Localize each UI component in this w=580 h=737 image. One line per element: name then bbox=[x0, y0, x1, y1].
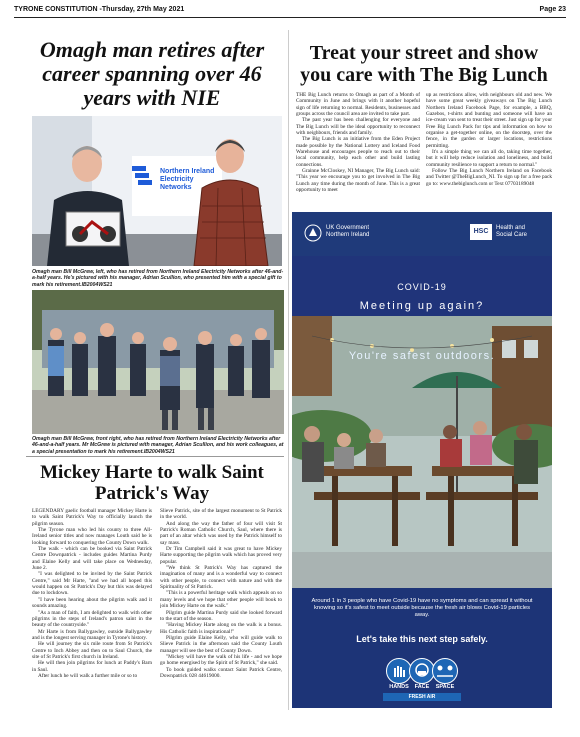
harte-paragraph: He will journey the six mile route from St Patrick's Centre to Inch Abbey and then on to Saul Church, the site of St Patrick's first church in Ireland. bbox=[32, 641, 152, 660]
lunch-paragraph: up as restrictions allow, with neighbours old and new. We have some great weekly giveaways on The Big Lunch Northern Ireland Facebook Page, for example, a BBQ, Gazebos, t-shirts and bunting and someone will have an ice-cream van sent to treat their street. Just sign up for your Free Big Lunch Pack for tips and information on how to organise a get-together online, on the doorstep, over the fence, in the garden or larger locations, restrictions permitting. bbox=[426, 92, 552, 149]
harte-paragraph: To book guided walks contact Saint Patrick Centre, Downpatrick 028 44619000. bbox=[160, 666, 282, 679]
fresh-air-label: FRESH AIR bbox=[383, 693, 461, 701]
nie-sign-text: Northern Ireland Electricity Networks bbox=[160, 168, 215, 191]
lunch-paragraph: THE Big Lunch returns to Omagh as part of a Month of Community in June and brings with it another hopeful sign of life returning to normal. Residents, businesses and groups across the council area are invited to take part. bbox=[296, 92, 420, 118]
lunch-paragraph: Follow The Big Lunch Northern Ireland on Facebook and Twitter @TheBigLunch_NI. To sign up for a free pack go to: www.thebiglunch.com or Text 07703189048 bbox=[426, 168, 552, 187]
space-icon bbox=[432, 658, 458, 684]
lunch-paragraph: The Big Lunch is an initiative from the Eden Project made possible by the National Lottery and Iceland Food Warehouse and encourages people to reach out to their local community, help each other and build lasting connections. bbox=[296, 136, 420, 168]
harte-headline: Mickey Harte to walk Saint Patrick's Way bbox=[40, 462, 264, 504]
masthead bbox=[14, 6, 566, 16]
masthead-page-number: Page 23 bbox=[539, 6, 566, 13]
harte-paragraph: He will then join pilgrims for lunch at Paddy's Barn in Saul. bbox=[32, 660, 152, 673]
covid-label: COVID-19 bbox=[397, 282, 447, 292]
hsc-logo-text bbox=[496, 225, 527, 239]
hsc-line-2: Social Care bbox=[496, 232, 528, 238]
harte-paragraph: "I was delighted to be invited by the Saint Patrick Centre," said Mr Harte, "and we had all hoped this would happen on St Patrick's Day but this was delayed due to lockdown. bbox=[32, 571, 152, 597]
harte-paragraph: The Tyrone man who led his county to three All-Ireland senior titles and now manages Louth said he is looking forward to conquering the County Down walk. bbox=[32, 527, 152, 546]
lunch-paragraph: The past year has been challenging for everyone and The Big Lunch will be the ideal opportunity to reconnect with neighbours, friends and family. bbox=[296, 117, 420, 137]
hsc-line-1: Health and bbox=[496, 225, 526, 231]
column-divider bbox=[288, 30, 289, 710]
hands-label: HANDS bbox=[389, 684, 409, 690]
harte-paragraph: Dr Tim Campbell said it was great to have Mickey Harte supporting the pilgrim walk which has proved very popular. bbox=[160, 546, 282, 565]
nie-headline: Omagh man retires after career spanning over 46 years with NIE bbox=[39, 37, 265, 110]
section-rule bbox=[26, 456, 284, 457]
harte-paragraph: "As a man of faith, I am delighted to walk with other pilgrims in the steps of Ireland's patron saint in the beauty of the countryside." bbox=[32, 609, 152, 629]
hsc-logo-icon: HSC bbox=[470, 224, 492, 240]
harte-paragraph: The walk - which can be booked via Saint Patrick Centre Downpatrick - includes guides Martina Purdy and Elaine Kelly and will take place on Wednesday, June 2. bbox=[32, 546, 152, 572]
face-label: FACE bbox=[414, 684, 430, 690]
nie-photo-group bbox=[32, 290, 284, 434]
harte-column-2 bbox=[160, 508, 282, 713]
advert-header bbox=[292, 212, 552, 256]
harte-paragraph: Pilgrim guide Elaine Kelly, who will guide walk to Slieve Patrick in the afternoon said the County Louth manager will see the best of County Down. bbox=[160, 634, 282, 654]
advert-footer bbox=[292, 588, 552, 708]
nie-photo-presentation bbox=[32, 116, 282, 266]
uk-gov-line-1: UK Government bbox=[326, 225, 370, 231]
harte-paragraph: "I have been hearing about the pilgrim walk and it sounds amazing. bbox=[32, 596, 152, 610]
advert-cta: Let's take this next step safely. bbox=[356, 634, 488, 644]
masthead-rule bbox=[14, 17, 566, 18]
safest-outdoors-line: You're safest outdoors. bbox=[348, 350, 496, 362]
harte-paragraph: LEGENDARY gaelic football manager Mickey Harte is to walk Saint Patrick's Way to officially launch the pilgrim season. bbox=[32, 508, 152, 527]
lunch-paragraph: Grainne McCloskey, NI Manager, The Big Lunch said: "This year we encourage you to get involved in The Big Lunch any time during the month of June. This is a great opportunity to meet bbox=[296, 168, 420, 194]
covid-advert bbox=[292, 212, 552, 708]
lunch-paragraph: It's a simple thing we can all do, taking time together, but it will help reduce isolation and loneliness, and build community resilience to support a return to normal." bbox=[426, 149, 552, 168]
harte-paragraph: And along the way the father of four will visit St Patrick's Roman Catholic Church, Saul, where there is part of an altar which was used by the Patrick himself to say mass. bbox=[160, 520, 282, 546]
harte-paragraph: After lunch he will walk a further mile or so to bbox=[38, 672, 138, 679]
uk-gov-logo-text bbox=[326, 225, 369, 239]
crest-icon bbox=[304, 224, 322, 242]
lunch-headline: Treat your street and show you care with The Big Lunch bbox=[300, 42, 548, 86]
lunch-column-2 bbox=[426, 92, 552, 210]
space-label: SPACE bbox=[435, 684, 455, 690]
nie-caption-1: Omagh man Bill McGrew, left, who has retired from Northern Ireland Electricity Networks after 46-and-a-half years. He's pictured with his manager, Adrian Scullion, who presented him with a special gift to mark his retirement.IB2004WS21 bbox=[32, 269, 284, 288]
lunch-column-1 bbox=[296, 92, 420, 210]
harte-paragraph: "We think St Patrick's Way has captured the imagination of many and is a wonderful way to connect with other people, to connect with nature and with the Spirituality of St Patrick. bbox=[160, 565, 282, 591]
harte-column-1 bbox=[32, 508, 152, 713]
uk-gov-line-2: Northern Ireland bbox=[326, 232, 370, 238]
harte-paragraph: Slieve Patrick, site of the largest monument to St Patrick in the world. bbox=[160, 508, 282, 521]
nie-caption-2: Omagh man Bill McGrew, front right, who has retired from Northern Ireland Electricity Networks after 46-and-a-half years. Mr McGrew is pictured with manager, Adrian Scullion, and his work colleagues, at a special presentation to mark his retirement.IB2004WS21 bbox=[32, 436, 284, 455]
harte-paragraph: Mr Harte is from Ballygawley, outside Ballygawley and is the longest serving manager in Tyrone's history. bbox=[32, 628, 152, 641]
masthead-publication-date: TYRONE CONSTITUTION -Thursday, 27th May 2021 bbox=[14, 6, 185, 13]
advert-body-text: Around 1 in 3 people who have Covid-19 have no symptoms and can spread it without knowing so it's safest to meet outside because the fresh air blows Covid-19 particles away. bbox=[311, 598, 533, 619]
harte-paragraph: Pilgrim guide Martina Purdy said she looked forward to the start of the season. bbox=[160, 609, 282, 622]
meeting-up-line: Meeting up again? bbox=[359, 300, 485, 312]
harte-paragraph: "Having Mickey Harte along on the walk is a bonus. His Catholic faith is inspirational!" bbox=[160, 622, 282, 635]
harte-paragraph: "This is a powerful heritage walk which appeals on so many levels and we hope that other people will book to join Mickey Harte on the walk." bbox=[160, 590, 282, 610]
harte-paragraph: "Mickey will have the walk of his life - and we hope go home energised by the Spirit of St Patrick," she said. bbox=[160, 653, 282, 667]
